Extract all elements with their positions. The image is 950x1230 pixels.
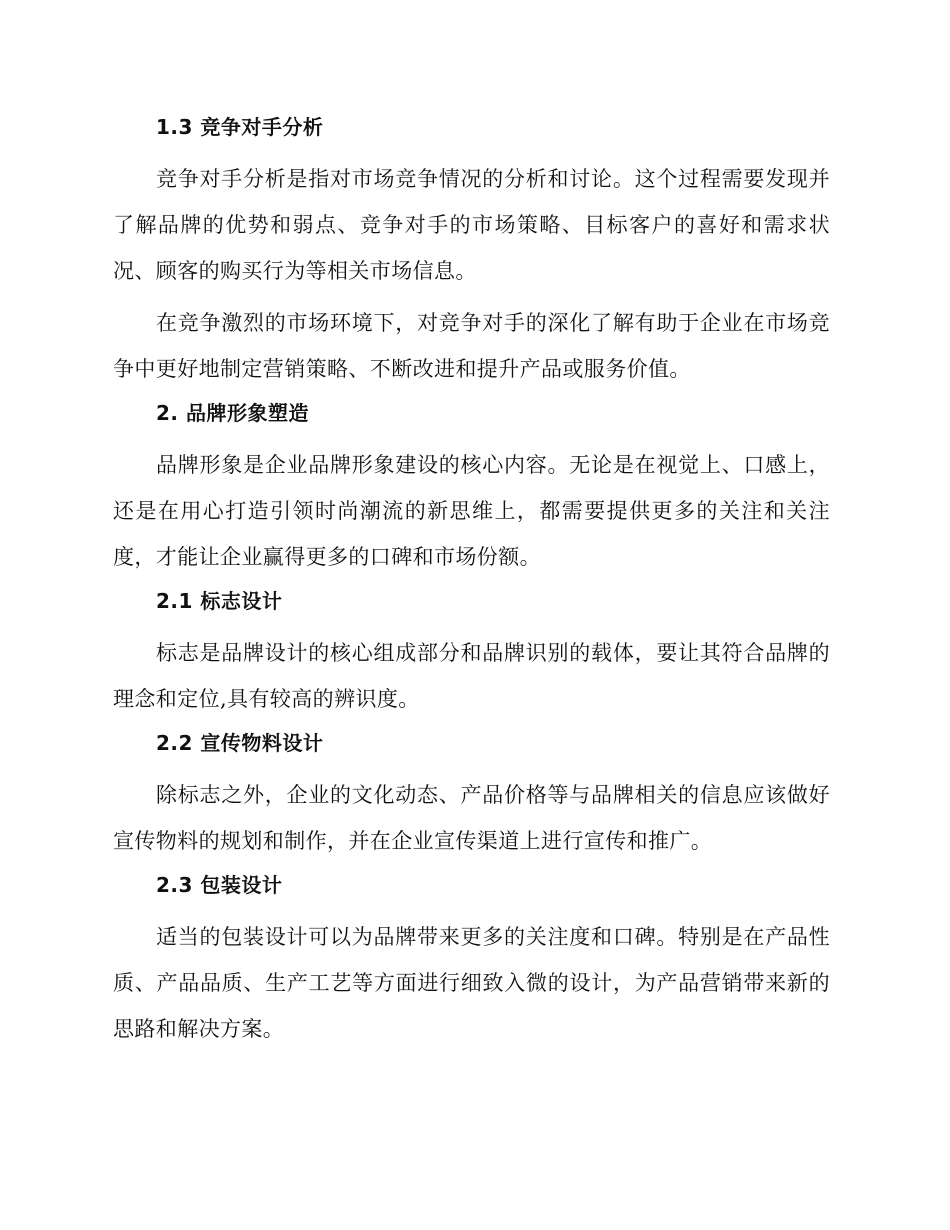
section-heading-brand-image: 2. 品牌形象塑造 (156, 401, 309, 425)
paragraph: 标志是品牌设计的核心组成部分和品牌识别的载体，要让其符合品牌的理念和定位,具有较高的辨识度。 (113, 641, 830, 711)
paragraph: 适当的包装设计可以为品牌带来更多的关注度和口碑。特别是在产品性质、产品品质、生产工艺等方面进行细致入微的设计，为产品营销带来新的思路和解决方案。 (113, 925, 830, 1041)
paragraph: 在竞争激烈的市场环境下，对竞争对手的深化了解有助于企业在市场竞争中更好地制定营销策略、不断改进和提升产品或服务价值。 (113, 311, 830, 381)
section-heading-packaging-design: 2.3 包装设计 (156, 873, 283, 897)
section-heading-logo-design: 2.1 标志设计 (156, 589, 283, 613)
paragraph: 除标志之外，企业的文化动态、产品价格等与品牌相关的信息应该做好宣传物料的规划和制作，并在企业宣传渠道上进行宣传和推广。 (113, 783, 830, 853)
section-heading-competitor-analysis: 1.3 竞争对手分析 (156, 115, 324, 139)
paragraph: 品牌形象是企业品牌形象建设的核心内容。无论是在视觉上、口感上，还是在用心打造引领时尚潮流的新思维上，都需要提供更多的关注和关注度，才能让企业赢得更多的口碑和市场份额。 (113, 453, 830, 569)
section-heading-promo-materials: 2.2 宣传物料设计 (156, 731, 324, 755)
paragraph: 竞争对手分析是指对市场竞争情况的分析和讨论。这个过程需要发现并了解品牌的优势和弱点、竞争对手的市场策略、目标客户的喜好和需求状况、顾客的购买行为等相关市场信息。 (113, 167, 830, 283)
